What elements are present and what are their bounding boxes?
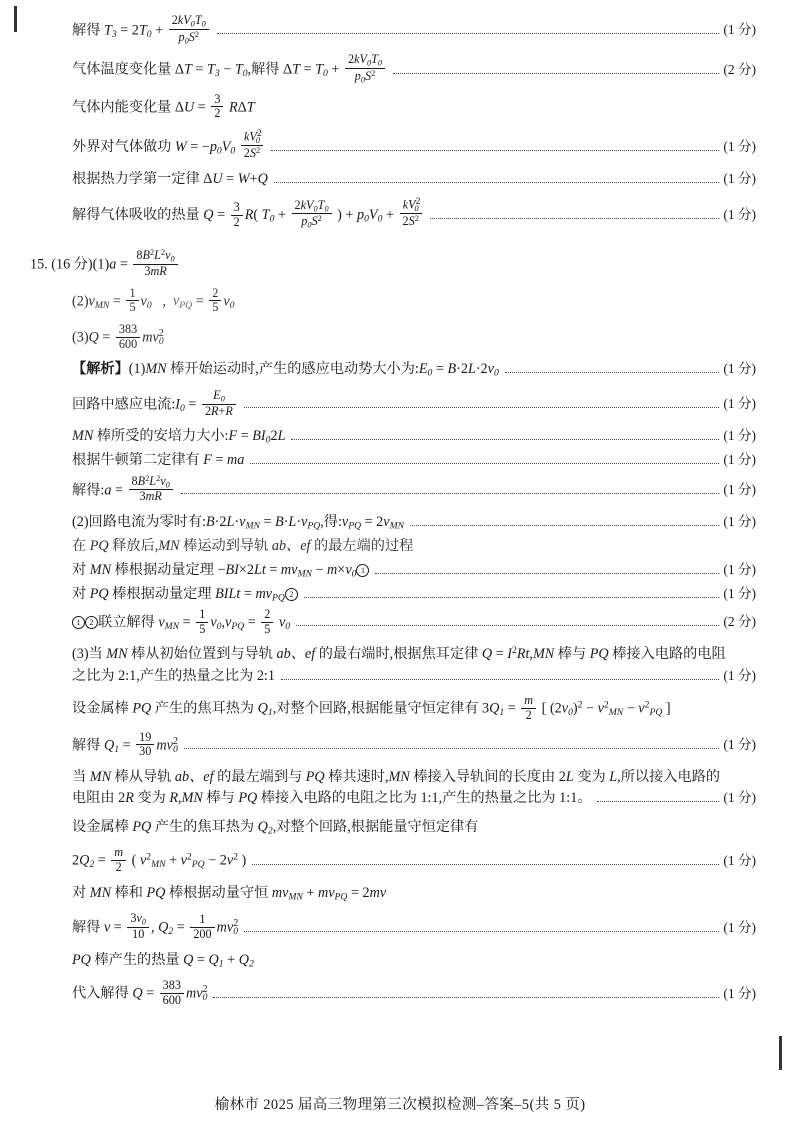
- analysis-line: [56, 644, 756, 665]
- math-expression: $2Q_2$ = $\frac{m}{2}$ ( $v^2_{MN} + v^2_{PQ} - 2v^2$ ): [72, 845, 247, 875]
- math-expression: (3)Q = $\frac{383}{600}$ $mv^2_0$: [72, 321, 164, 351]
- leader-dots: [250, 463, 719, 464]
- score-mark: (1 分): [723, 790, 756, 806]
- analysis-line: [56, 608, 756, 636]
- leader-dots: [410, 525, 719, 526]
- analysis-label: 【解析】: [72, 361, 129, 378]
- score-mark: (1 分): [723, 919, 756, 935]
- analysis-line: [56, 817, 756, 839]
- analysis-line: [56, 950, 756, 972]
- math-expression: 气体温度变化量 $\Delta T = T_3 - T_0$,解得 $\Delta T = T_0$ + $\frac{2kV_0T_0}{p_0S^2}$: [72, 53, 387, 84]
- leader-dots: [274, 182, 720, 183]
- leader-dots: [430, 218, 720, 219]
- math-expression: 回路中感应电流$:I_0$ = $\frac{E_0}{2R+R}$: [72, 389, 238, 418]
- score-mark: (1 分): [723, 428, 756, 444]
- score-mark: (1 分): [723, 985, 756, 1001]
- score-mark: (1 分): [723, 482, 756, 498]
- math-expression: 解得气体吸收的热量 Q = $\frac{3}{2}$ R( $T_0$ + $\frac{2kV_0T_0}{p_0S^2}$ ) + $p_0V_0$ + $\frac{kV^2_0}{2S^2}$: [72, 196, 421, 230]
- analysis-line: [56, 979, 756, 1007]
- leader-dots: [244, 931, 719, 932]
- leader-dots: [184, 748, 720, 749]
- math-expression: 解得:a = $\frac{8B^2L^2v_0}{3mR}$: [72, 474, 175, 504]
- leader-dots: [244, 407, 720, 408]
- analysis-line: [56, 694, 756, 722]
- leader-dots: [291, 439, 719, 440]
- solution-line: [56, 197, 756, 230]
- score-mark: (1 分): [723, 514, 756, 530]
- leader-dots: [393, 73, 719, 74]
- leader-dots: [296, 625, 719, 626]
- math-expression: 之比为 2:1,产生的热量之比为 2:1: [72, 667, 275, 684]
- analysis-line: [56, 846, 756, 874]
- score-mark: (1 分): [723, 361, 756, 377]
- leader-dots: [281, 679, 719, 680]
- solution-line: [56, 53, 756, 84]
- math-expression: 电阻由 2R 变为 R,MN 棒与 PQ 棒接入电路的电阻之比为 1:1,产生的热量之比为 1:1。: [72, 790, 592, 807]
- math-expression: 对 PQ 棒根据动量定理 BILt = $mv_{PQ}$ 2: [72, 584, 298, 606]
- math-expression: 气体内能变化量 ΔU = $\frac{3}{2}$ RΔT: [72, 91, 255, 121]
- answer-1-label: (1): [92, 256, 110, 273]
- math-expression: 解得 $Q_1$ = $\frac{19}{30}$ $mv^2_0$: [72, 729, 178, 759]
- leader-dots: [213, 997, 719, 998]
- math-expression: 对 MN 棒和 PQ 棒根据动量守恒 $mv_{MN} + mv_{PQ} = 2mv$: [72, 884, 387, 903]
- question-points: (16 分): [51, 256, 93, 273]
- score-mark: (1 分): [723, 207, 756, 223]
- analysis-line: [56, 359, 756, 381]
- solution-line: [56, 14, 756, 45]
- leader-dots: [597, 801, 719, 802]
- analysis-line: [56, 560, 756, 582]
- analysis-line: [56, 536, 756, 557]
- analysis-line: [56, 788, 756, 809]
- answer-3-label: (3): [72, 329, 89, 346]
- leader-dots: [271, 150, 719, 151]
- analysis-line: [56, 474, 756, 504]
- math-expression: 设金属棒 PQ 产生的焦耳热为 $Q_2$,对整个回路,根据能量守恒定律有: [72, 818, 479, 837]
- math-expression: 15. (16 分)(1)a = $\frac{8B^2L^2v_0}{3mR}$: [30, 248, 180, 278]
- score-mark: (1 分): [723, 667, 756, 683]
- math-expression: 外界对气体做功 $W = -p_0V_0$ $\frac{kV^2_0}{2S^2}$: [72, 128, 262, 161]
- analysis-line: [56, 731, 756, 759]
- math-expression: 设金属棒 PQ 产生的焦耳热为 $Q_1$,对整个回路,根据能量守恒定律有 $3Q_1$ = $\frac{m}{2}$ [ $(2v_0)^2 - v^2_{MN} - v^2_{PQ}$ ]: [72, 693, 671, 722]
- solution-line: [56, 93, 756, 121]
- leader-dots: [217, 33, 720, 34]
- score-mark: (1 分): [723, 561, 756, 577]
- score-mark: (1 分): [723, 22, 756, 38]
- analysis-line: [56, 767, 756, 788]
- math-expression: 1 2 联立解得 $v_{MN}$ = $\frac{1}{5}$ $v_0,v_{PQ}$ = $\frac{2}{5}$ $v_0$: [72, 608, 290, 636]
- math-expression: (2)回路电流为零时有$:B\cdot 2L\cdot v_{MN} = B\cdot L\cdot v_{PQ}$,得$:v_{PQ} = 2v_{MN}$: [72, 514, 405, 532]
- answer-line: [56, 287, 756, 315]
- math-expression: 根据牛顿第二定律有 F = ma: [72, 452, 245, 469]
- solution-line: [56, 129, 756, 161]
- analysis-line: [56, 426, 756, 448]
- analysis-line: [56, 450, 756, 471]
- analysis-line: [56, 883, 756, 905]
- math-expression: MN 棒所受的安培力大小:F = $BI_02L$: [72, 428, 286, 446]
- solution-line: [56, 169, 756, 190]
- math-expression: PQ 棒产生的热量 $Q = Q_1 + Q_2$: [72, 951, 254, 970]
- analysis-line: [56, 512, 756, 534]
- score-mark: (1 分): [723, 736, 756, 752]
- analysis-line: [56, 912, 756, 941]
- score-mark: (1 分): [723, 138, 756, 154]
- leader-dots: [375, 573, 719, 574]
- score-mark: (1 分): [723, 396, 756, 412]
- math-expression: 当 MN 棒从导轨 ab、ef 的最左端到与 PQ 棒共速时,MN 棒接入导轨间的长度由 2L 变为 L,所以接入电路的: [72, 768, 721, 785]
- math-expression: 在 PQ 释放后,MN 棒运动到导轨 ab、ef 的最左端的过程: [72, 538, 414, 555]
- math-expression: 对 MN 棒根据动量定理 $-BI\times 2Lt = mv_{MN} - m\times v_0$ 1: [72, 560, 369, 582]
- analysis-line: [56, 584, 756, 606]
- score-mark: (1 分): [723, 170, 756, 186]
- score-mark: (1 分): [723, 585, 756, 601]
- answer-line: [56, 323, 756, 351]
- math-expression: $(2)v_{MN}$ = $\frac{1}{5}$ $v_0$ , $v_{PQ}$ = $\frac{2}{5}$ $v_0$: [72, 285, 235, 315]
- leader-dots: [252, 864, 719, 865]
- analysis-line: [56, 389, 756, 418]
- corner-mark-bottom-right: [779, 1036, 782, 1070]
- math-expression: 根据热力学第一定律 ΔU = W+Q: [72, 170, 268, 187]
- math-expression: 【解析】(1)MN 棒开始运动时,产生的感应电动势大小为$:E_0 = B\cdot 2L\cdot 2v_0$: [72, 361, 499, 379]
- corner-mark-top-left: [14, 6, 17, 32]
- score-mark: (2 分): [723, 61, 756, 77]
- page-content: [30, 13, 756, 1016]
- score-mark: (1 分): [723, 852, 756, 868]
- score-mark: (2 分): [723, 614, 756, 630]
- leader-dots: [304, 597, 720, 598]
- score-mark: (1 分): [723, 452, 756, 468]
- leader-dots: [505, 372, 720, 373]
- math-expression: 解得 v = $\frac{3v_0}{10}$ , $Q_2$ = $\frac{1}{200}$ $mv^2_0$: [72, 911, 239, 942]
- math-expression: 解得 $T_3 = 2T_0$ + $\frac{2kV_0T_0}{p_0S^2}$: [72, 14, 211, 45]
- math-expression: 代入解得 Q = $\frac{383}{600}$ $mv^2_0$: [72, 978, 208, 1008]
- leader-dots: [181, 493, 720, 494]
- spacer: [56, 238, 756, 248]
- answer-2-label: (2): [72, 292, 89, 309]
- question-number: 15.: [30, 256, 48, 273]
- page-footer: 榆林市 2025 届高三物理第三次模拟检测–答案–5(共 5 页): [214, 1097, 586, 1113]
- analysis-line: [56, 666, 756, 687]
- math-expression: (3)当 MN 棒从初始位置到与导轨 ab、ef 的最右端时,根据焦耳定律 $Q = I^2Rt,MN$ 棒与 PQ 棒接入电路的电阻: [72, 645, 726, 663]
- question-15-header: [30, 248, 756, 278]
